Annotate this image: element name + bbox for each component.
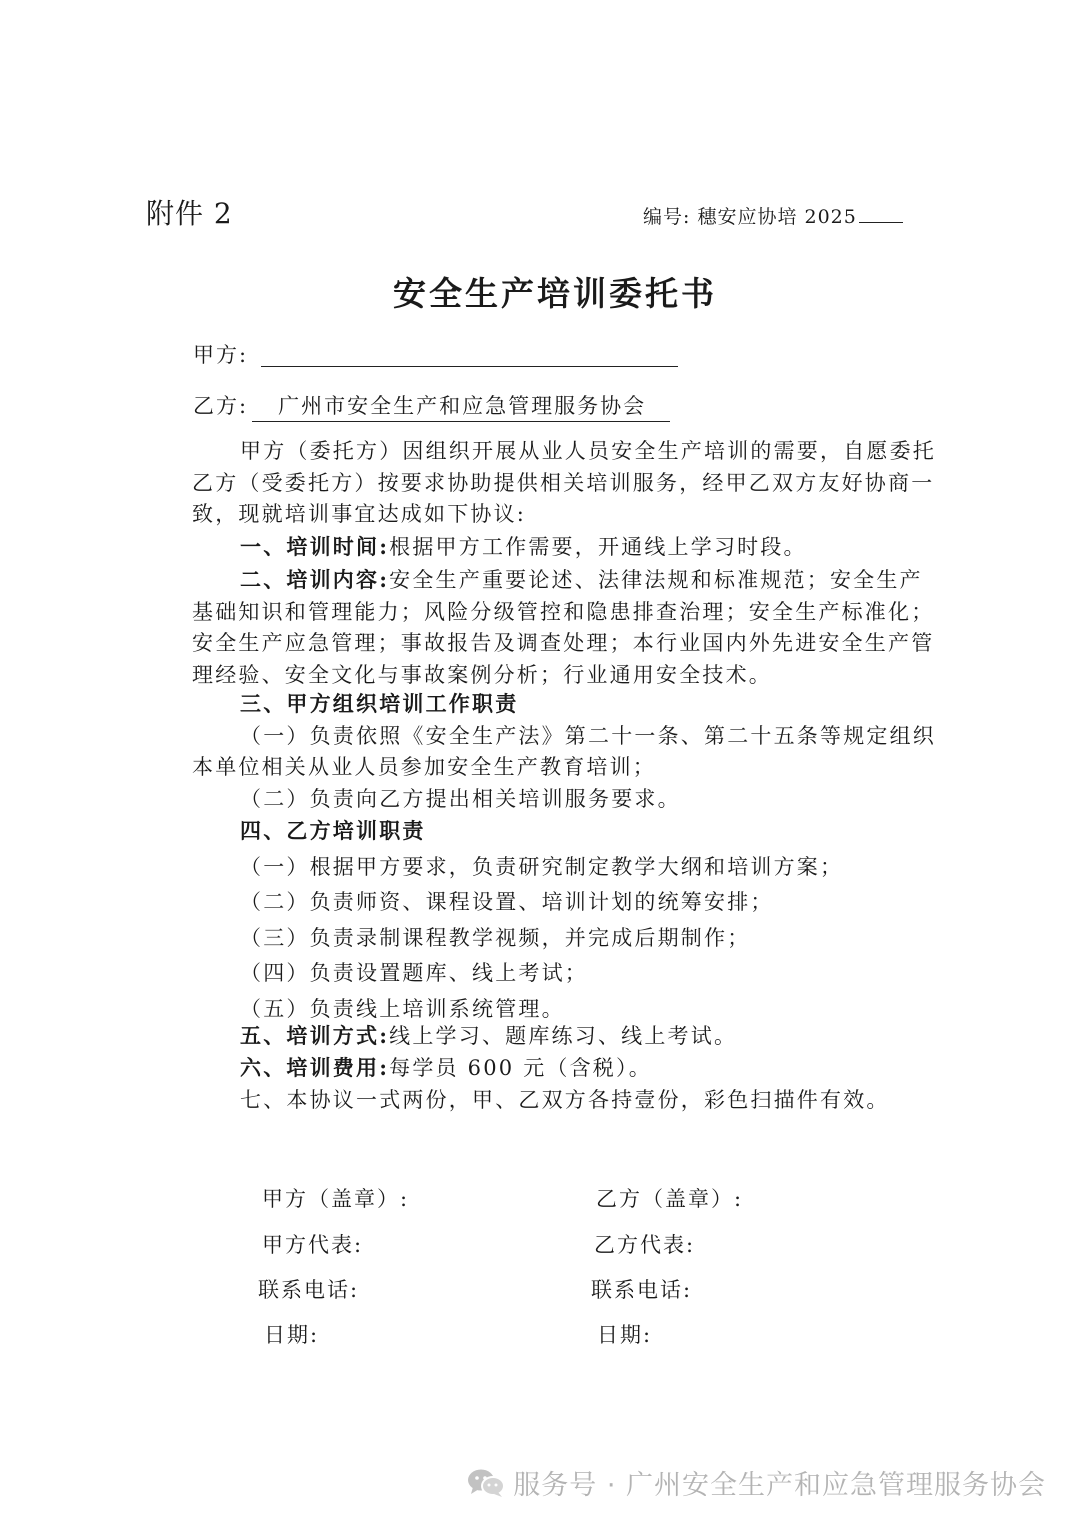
section4-item: （三）负责录制课程教学视频，并完成后期制作； bbox=[240, 925, 751, 950]
section6-heading: 六、培训费用: bbox=[240, 1055, 390, 1080]
party-a-blank-line bbox=[261, 366, 678, 367]
document-number-label: 编号: 穗安应协培 2025 bbox=[643, 206, 857, 228]
party-a-rep-label: 甲方代表: bbox=[262, 1233, 364, 1257]
section4-item: （五）负责线上培训系统管理。 bbox=[240, 996, 565, 1021]
party-a-phone-label: 联系电话: bbox=[258, 1278, 360, 1302]
section1-heading: 一、培训时间: bbox=[240, 534, 390, 559]
section3-heading: 三、甲方组织培训工作职责 bbox=[240, 691, 519, 716]
party-b-phone-label: 联系电话: bbox=[591, 1278, 693, 1302]
annex-label: 附件 2 bbox=[146, 197, 233, 230]
section-training-time bbox=[192, 531, 807, 564]
section-party-a-duties bbox=[192, 688, 936, 815]
section2-line: 安全生产应急管理；事故报告及调查处理；本行业国内外先进安全生产管 bbox=[192, 631, 935, 655]
section5-text: 线上学习、题库练习、线上考试。 bbox=[389, 1024, 738, 1048]
section2-heading: 二、培训内容: bbox=[240, 567, 390, 592]
party-a-date-label: 日期: bbox=[264, 1323, 320, 1347]
party-b-value: 广州市安全生产和应急管理服务协会 bbox=[252, 390, 670, 422]
party-a-seal-label: 甲方（盖章）: bbox=[262, 1187, 410, 1211]
party-b-date-label: 日期: bbox=[597, 1323, 653, 1347]
section2-first-line: 安全生产重要论述、法律法规和标准规范；安全生产 bbox=[389, 568, 923, 592]
intro-line: 乙方（受委托方）按要求协助提供相关培训服务，经甲乙双方友好协商一 bbox=[192, 470, 935, 495]
section2-line: 基础知识和管理能力；风险分级管控和隐患排查治理；安全生产标准化； bbox=[192, 599, 935, 624]
section4-item: （四）负责设置题库、线上考试； bbox=[240, 961, 588, 985]
document-number-blank bbox=[859, 204, 903, 223]
section7-text: 七、本协议一式两份，甲、乙双方各持壹份，彩色扫描件有效。 bbox=[240, 1088, 890, 1112]
section3-item: （二）负责向乙方提出相关培训服务要求。 bbox=[240, 786, 681, 811]
section6-text: 每学员 600 元（含税）。 bbox=[389, 1056, 652, 1080]
section4-item: （二）负责师资、课程设置、培训计划的统筹安排； bbox=[240, 890, 774, 914]
party-b-rep-label: 乙方代表: bbox=[594, 1233, 696, 1257]
party-a-field bbox=[193, 339, 248, 369]
intro-paragraph bbox=[192, 436, 936, 531]
intro-line: 甲方（委托方）因组织开展从业人员安全生产培训的需要，自愿委托 bbox=[240, 439, 936, 463]
section-method-fee-copies bbox=[192, 1020, 890, 1116]
wechat-icon bbox=[467, 1468, 505, 1498]
section-party-b-duties bbox=[192, 813, 843, 1027]
section3-item: （一）负责依照《安全生产法》第二十一条、第二十五条等规定组织 bbox=[240, 723, 936, 748]
party-b-label: 乙方: bbox=[193, 394, 249, 418]
section2-line: 理经验、安全文化与事故案例分析；行业通用安全技术。 bbox=[192, 662, 772, 687]
party-a-label: 甲方: bbox=[193, 343, 249, 367]
document-number bbox=[643, 202, 903, 229]
party-b-seal-label: 乙方（盖章）: bbox=[596, 1187, 744, 1211]
section1-text: 根据甲方工作需要，开通线上学习时段。 bbox=[389, 535, 807, 559]
section5-heading: 五、培训方式: bbox=[240, 1023, 390, 1048]
intro-line: 致，现就培训事宜达成如下协议: bbox=[192, 502, 527, 526]
section-training-content bbox=[192, 564, 934, 691]
section4-heading: 四、乙方培训职责 bbox=[240, 818, 426, 843]
document-title: 安全生产培训委托书 bbox=[393, 274, 717, 313]
section3-item-continued: 本单位相关从业人员参加安全生产教育培训； bbox=[192, 755, 656, 779]
section4-item: （一）根据甲方要求，负责研究制定教学大纲和培训方案； bbox=[240, 854, 844, 879]
party-b-field bbox=[193, 390, 670, 422]
watermark bbox=[467, 1463, 1046, 1502]
watermark-text: 服务号 · 广州安全生产和应急管理服务协会 bbox=[513, 1470, 1046, 1501]
